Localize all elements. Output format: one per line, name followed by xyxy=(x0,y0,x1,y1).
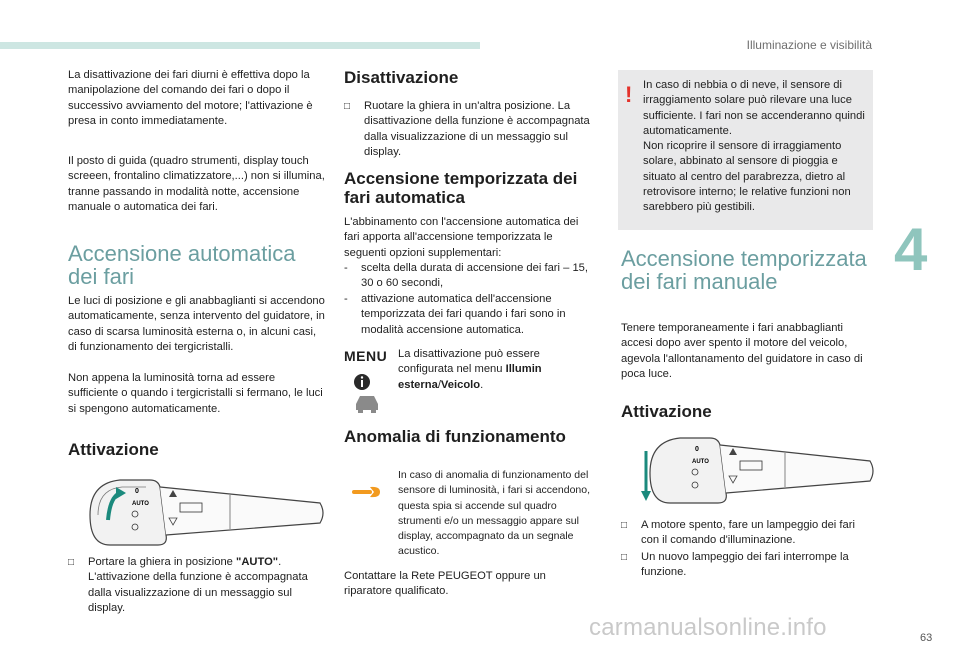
auto-lights-paragraph-2: Non appena la luminosità torna ad essere sufficiente o quando i tergicristalli si fermano, le luci si spengono automaticamente. xyxy=(68,372,323,415)
checkbox-bullet-icon: □ xyxy=(68,557,75,568)
watermark-text: carmanualsonline.info xyxy=(589,614,827,641)
menu-label: MENU xyxy=(344,348,388,364)
warning-text-1: In caso di nebbia o di neve, il sensore di irraggiamento solare può rilevare una luce sufficiente. I fari non se accenderanno quindi automaticamente. xyxy=(643,79,865,137)
option-item-1: - scelta della durata di accensione dei fari – 15, 30 o 60 secondi, xyxy=(344,262,589,290)
manual-bullet-1 xyxy=(621,518,873,549)
auto-lights-paragraph: Le luci di posizione e gli anabbaglianti si accendono automaticamente, senza intervento del guidatore, in caso di scarsa luminosità esterna o, in alcuni casi, di funzionamento dei tergicristalli. xyxy=(68,295,325,353)
manual-bullet-text-2: Un nuovo lampeggio dei fari interrompe la funzione. xyxy=(641,551,849,579)
warning-text-2: Non ricoprire il sensore di irraggiamento solare, abbinato al sensore di pioggia e situato al centro del parabrezza, dietro al retrovisore interno; le relative funzioni non sarebbero più gestibili. xyxy=(643,140,851,214)
deactivation-bullet xyxy=(344,99,596,160)
heading-activation-2: Attivazione xyxy=(621,402,712,421)
malfunction-text: In caso di anomalia di funzionamento del sensore di luminosità, i fari si accendono, questa spia si accende sul quadro strumenti e/o un messaggio appare sul display, accompagnato da un segnale acustico. xyxy=(398,469,591,558)
heading-deactivation: Disattivazione xyxy=(344,68,459,87)
menu-config-text: La disattivazione può essere configurata nel menu Illumin esterna/Veicolo. xyxy=(398,348,542,391)
activation-text-1: Portare la ghiera in posizione "AUTO". L'attivazione della funzione è accompagnata dalla visualizzazione di un messaggio sul display. xyxy=(88,556,308,614)
checkbox-bullet-icon: □ xyxy=(621,520,628,531)
light-stalk-illustration-1 xyxy=(80,475,330,550)
intro-paragraph-2: Il posto di guida (quadro strumenti, display touch screeen, frontalino climatizzatore,...) non si illumina, tranne passando in modalità notte, accensione manuale o automatica dei fari. xyxy=(68,155,325,213)
stalk-zero-label: 0 xyxy=(135,488,139,495)
intro-paragraph-1: La disattivazione dei fari diurni è effettiva dopo la manipolazione del comando dei fari o dopo il successivo avviamento del motore; l'attivazione è presa in conto immediatamente. xyxy=(68,69,313,127)
contact-text: Contattare la Rete PEUGEOT oppure un riparatore qualificato. xyxy=(344,570,546,598)
checkbox-bullet-icon: □ xyxy=(621,552,628,563)
stalk-auto-label: AUTO xyxy=(692,459,709,465)
heading-auto-lights: Accensione automatica dei fari xyxy=(68,241,296,289)
checkbox-bullet-icon: □ xyxy=(344,101,351,112)
heading-malfunction: Anomalia di funzionamento xyxy=(344,427,566,446)
deactivation-text: Ruotare la ghiera in un'altra posizione. La disattivazione della funzione è accompagnata dalla visualizzazione di un messaggio sul display. xyxy=(364,100,590,158)
manual-bullet-2 xyxy=(621,550,873,581)
heading-activation-1: Attivazione xyxy=(68,440,159,459)
heading-timed-auto: Accensione temporizzata dei fari automatica xyxy=(344,169,578,207)
timed-auto-intro: L'abbinamento con l'accensione automatica dei fari apporta all'accensione temporizzata le seguenti opzioni supplementari: xyxy=(344,216,579,259)
timed-manual-paragraph: Tenere temporaneamente i fari anabbaglianti accesi dopo aver spento il motore del veicolo, agevola l'allontanamento del guidatore in caso di poca luce. xyxy=(621,322,863,380)
activation-bullet-1 xyxy=(68,555,326,616)
heading-timed-manual: Accensione temporizzata dei fari manuale xyxy=(621,246,867,294)
page-number: 63 xyxy=(920,632,933,644)
manual-bullet-text-1: A motore spento, fare un lampeggio dei fari con il comando d'illuminazione. xyxy=(641,519,855,547)
info-vehicle-icon xyxy=(352,372,382,414)
wrench-warning-icon xyxy=(352,484,382,500)
section-title: Illuminazione e visibilità xyxy=(746,38,872,52)
warning-exclamation-icon: ! xyxy=(625,82,633,107)
stalk-auto-label: AUTO xyxy=(132,501,149,507)
stalk-zero-label: 0 xyxy=(695,446,699,453)
option-item-2: - attivazione automatica dell'accensione temporizzata dei fari quando i fari sono in modalità accensione automatica. xyxy=(344,293,566,336)
light-stalk-illustration-2 xyxy=(640,433,880,508)
chapter-number: 4 xyxy=(894,216,928,283)
header-bar xyxy=(0,42,480,49)
